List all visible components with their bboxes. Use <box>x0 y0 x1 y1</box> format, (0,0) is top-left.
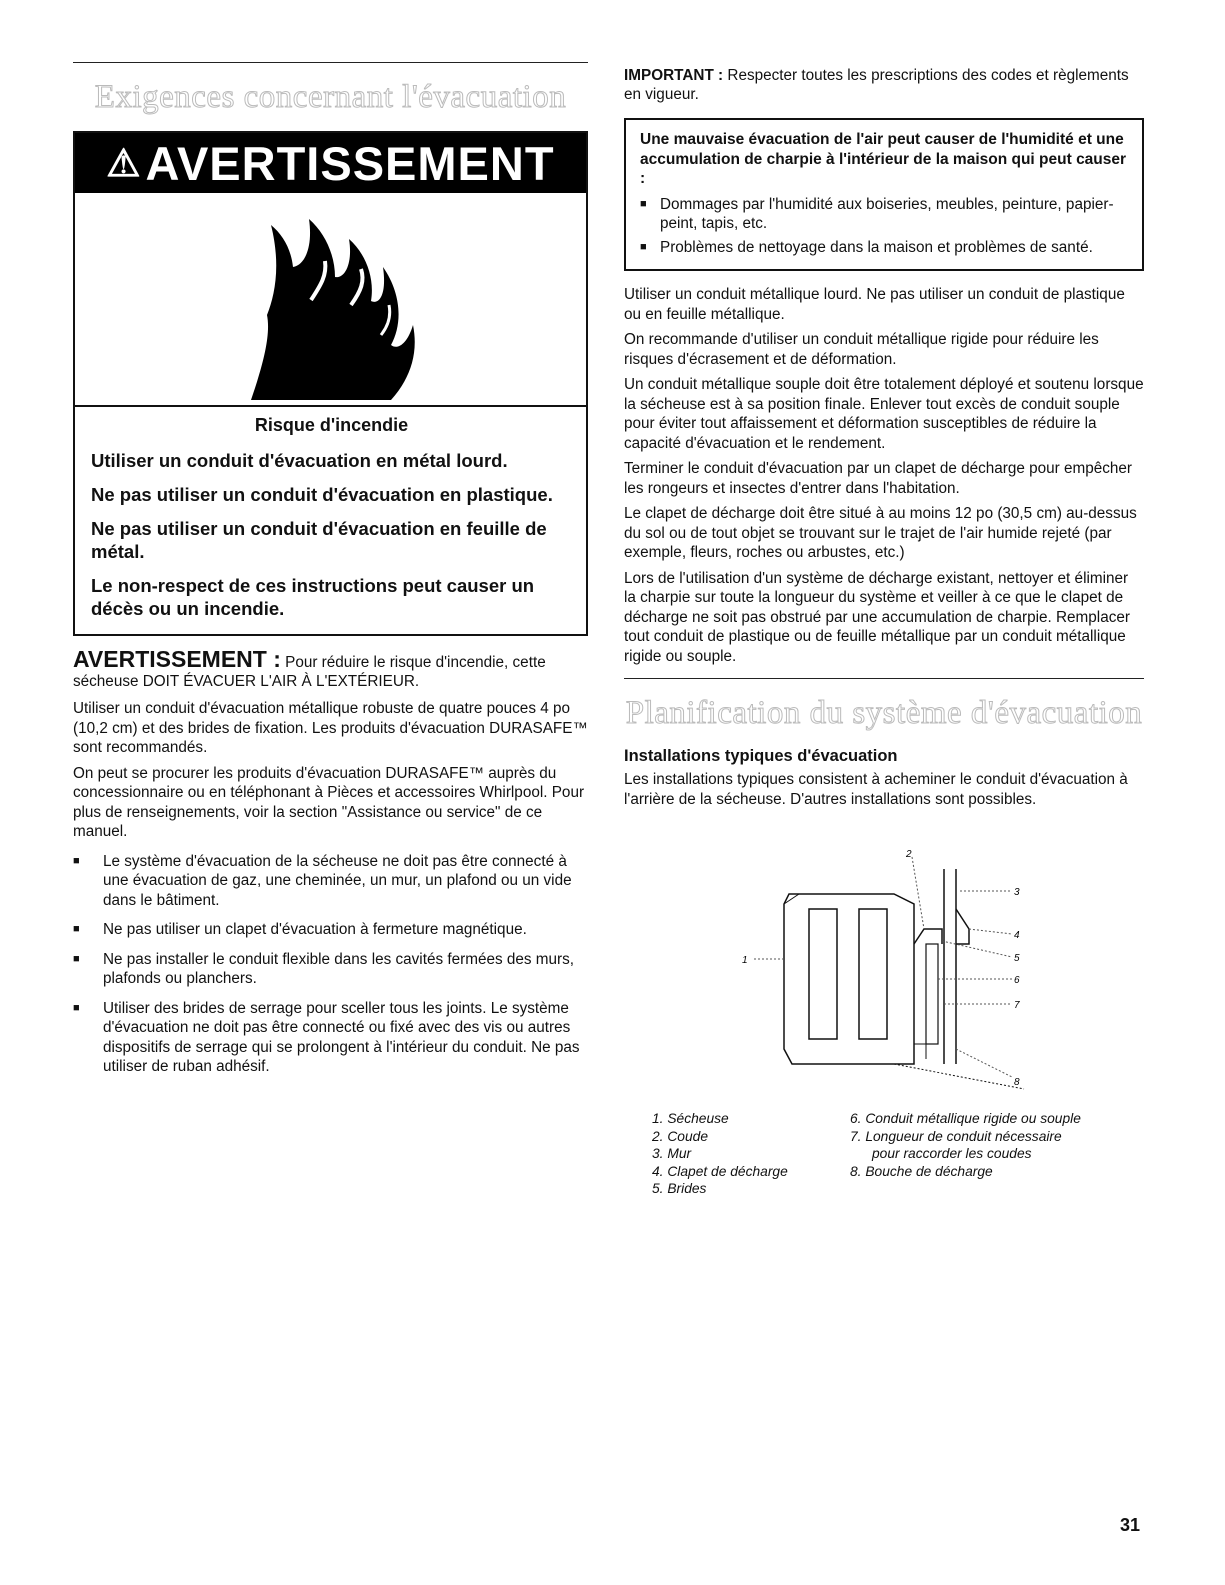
warning-banner <box>75 133 586 193</box>
list-item: ■ Utiliser des brides de serrage pour sceller tous les joints. Le système d'évacuation ne doit pas être connecté ou fixé avec des vis ou autres dispositifs de serrage qui se prolongent à l'intérieur du conduit. Ne pas utiliser de ruban adhésif. <box>73 999 588 1077</box>
figure-number: 2 <box>906 849 912 860</box>
paragraph: Un conduit métallique souple doit être totalement déployé et soutenu lorsque la sécheuse est à sa position finale. Enlever tout excès de conduit souple pour éviter tout affaissement et déformation susceptibles de réduire la capacité d'évacuation et le rendement. <box>624 376 1144 452</box>
left-column <box>73 62 588 1087</box>
subheading: Installations typiques d'évacuation <box>624 747 898 765</box>
section-rule <box>624 678 1144 679</box>
paragraph: On peut se procurer les produits d'évacuation DURASAFE™ auprès du concessionnaire ou en téléphonant à Pièces et accessoires Whirlpool. Pour plus de renseignements, voir la section "Assistance ou service" de ce manuel. <box>73 764 585 840</box>
humidity-warning-heading: Une mauvaise évacuation de l'air peut causer de l'humidité et une accumulation de charpie à l'intérieur de la maison qui peut causer : <box>640 131 1127 187</box>
avertissement-label: AVERTISSEMENT : <box>73 646 281 672</box>
top-rule <box>73 62 588 63</box>
humidity-warning-box <box>624 118 1144 271</box>
legend-column-left <box>624 1110 850 1198</box>
page-number: 31 <box>1120 1515 1141 1535</box>
warning-banner-label: AVERTISSEMENT <box>145 136 555 190</box>
section-title-planning: Planification du système d'évacuation <box>625 695 1143 731</box>
legend-item: 5. Brides <box>652 1181 707 1196</box>
warning-body <box>75 407 586 634</box>
figure-legend <box>624 1110 1144 1198</box>
figure-number: 5 <box>1014 953 1020 964</box>
list-item: ■ Ne pas installer le conduit flexible dans les cavités fermées des murs, plafonds ou planchers. <box>73 950 588 989</box>
legend-item: 4. Clapet de décharge <box>652 1163 788 1179</box>
warning-line: Ne pas utiliser un conduit d'évacuation en plastique. <box>91 484 553 505</box>
figure-number: 4 <box>1014 930 1020 941</box>
paragraph: Utiliser un conduit d'évacuation métallique robuste de quatre pouces 4 po (10,2 cm) et des brides de fixation. Les produits d'évacuation DURASAFE™ sont recommandés. <box>73 700 588 756</box>
avertissement-text: Pour réduire le risque d'incendie, cette sécheuse DOIT ÉVACUER L'AIR À L'EXTÉRIEUR. <box>73 654 546 690</box>
list-item: ■ Ne pas utiliser un clapet d'évacuation à fermeture magnétique. <box>73 920 588 940</box>
paragraph: Les installations typiques consistent à acheminer le conduit d'évacuation à l'arrière de la sécheuse. D'autres installations sont possibles. <box>624 771 1128 808</box>
avertissement-paragraph <box>73 646 588 691</box>
humidity-warning-list <box>640 195 1130 258</box>
legend-item: 3. Mur <box>652 1146 692 1161</box>
warning-line: Le non-respect de ces instructions peut causer un décès ou un incendie. <box>91 575 535 619</box>
important-text: Respecter toutes les prescriptions des codes et règlements en vigueur. <box>624 67 1129 103</box>
paragraph: On recommande d'utiliser un conduit métallique rigide pour réduire les risques d'écrasement et de déformation. <box>624 331 1099 368</box>
paragraph: Le clapet de décharge doit être situé à au moins 12 po (30,5 cm) au-dessus du sol ou de tout objet se trouvant sur le trajet de l'air humide rejeté (par exemple, fleurs, roches ou arbustes, etc.) <box>624 505 1137 561</box>
legend-column-right <box>850 1110 1081 1198</box>
paragraph: Lors de l'utilisation d'un système de décharge existant, nettoyer et éliminer la charpie sur toute la longueur du système et veiller à ce que le clapet de décharge ne soit pas obstrué par une accumulation de charpie. Remplacer tout conduit de plastique ou de feuille métallique par un conduit métallique rigide ou souple. <box>624 569 1130 665</box>
important-label: IMPORTANT : <box>624 67 724 84</box>
warning-line: Utiliser un conduit d'évacuation en métal lourd. <box>91 450 508 471</box>
figure-number: 8 <box>1014 1077 1020 1088</box>
exhaust-installation-diagram <box>624 849 1144 1099</box>
legend-item: 2. Coude <box>652 1128 708 1144</box>
figure-number: 7 <box>1014 1000 1020 1011</box>
requirements-list <box>73 852 588 1077</box>
warning-triangle-icon: ⚠ <box>106 142 142 185</box>
paragraph: Utiliser un conduit métallique lourd. Ne pas utiliser un conduit de plastique ou en feuille métallique. <box>624 286 1125 323</box>
warning-box <box>73 131 588 636</box>
section-title-exhaust: Exigences concernant l'évacuation <box>94 79 567 115</box>
fire-icon <box>75 193 586 407</box>
warning-risk: Risque d'incendie <box>254 415 409 435</box>
figure-number: 3 <box>1014 887 1020 898</box>
legend-item: 8. Bouche de décharge <box>850 1163 993 1179</box>
legend-item: pour raccorder les coudes <box>872 1146 1032 1161</box>
list-item: ■ Le système d'évacuation de la sécheuse ne doit pas être connecté à une évacuation de gaz, une cheminée, un mur, un plafond ou un vide dans le bâtiment. <box>73 852 588 911</box>
legend-item: 1. Sécheuse <box>652 1111 729 1126</box>
legend-item: 6. Conduit métallique rigide ou souple <box>850 1111 1081 1126</box>
paragraph: Terminer le conduit d'évacuation par un clapet de décharge pour empêcher les rongeurs et insectes d'entrer dans l'habitation. <box>624 460 1133 497</box>
figure-number: 1 <box>742 955 748 966</box>
right-column <box>624 66 1144 1198</box>
important-note <box>624 66 1144 104</box>
list-item: ■ Problèmes de nettoyage dans la maison et problèmes de santé. <box>640 238 1130 258</box>
figure-number: 6 <box>1014 975 1020 986</box>
legend-item: 7. Longueur de conduit nécessaire <box>850 1128 1062 1144</box>
list-item: ■ Dommages par l'humidité aux boiseries, meubles, peinture, papier-peint, tapis, etc. <box>640 195 1130 234</box>
warning-line: Ne pas utiliser un conduit d'évacuation en feuille de métal. <box>91 518 547 562</box>
